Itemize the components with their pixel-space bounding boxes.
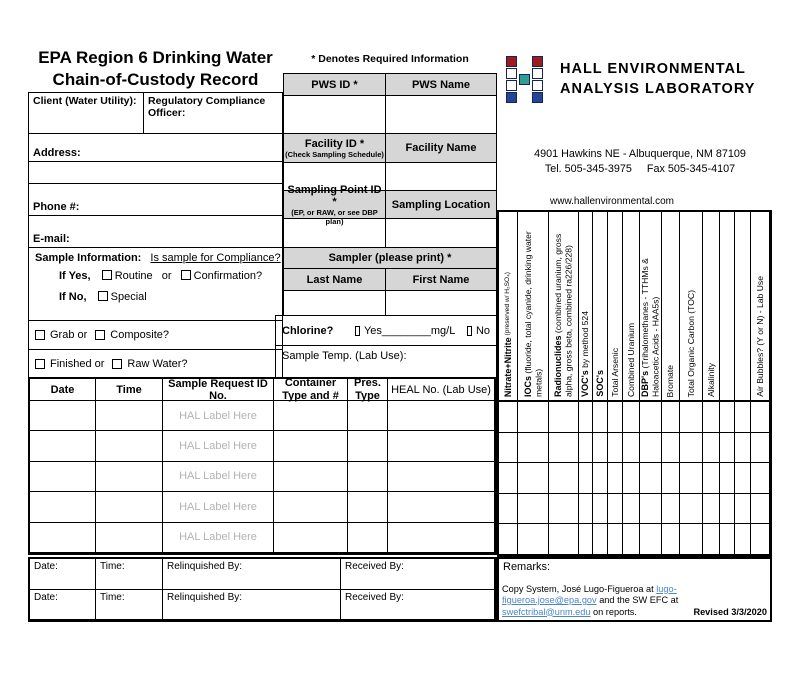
chlorine-row bbox=[275, 315, 497, 346]
table-cell[interactable] bbox=[274, 401, 348, 431]
analyte-cell[interactable] bbox=[640, 463, 662, 494]
finished-raw-row bbox=[28, 349, 283, 378]
analyte-cell[interactable] bbox=[751, 494, 770, 525]
table-cell[interactable] bbox=[348, 431, 388, 461]
analyte-cell[interactable] bbox=[549, 524, 579, 555]
analyte-header-combined-uranium: Combined Uranium bbox=[623, 212, 640, 402]
hall-lab-logo-icon bbox=[506, 56, 548, 104]
analyte-cell[interactable] bbox=[703, 402, 720, 433]
analyte-cell[interactable] bbox=[608, 433, 623, 464]
analyte-cell[interactable] bbox=[720, 402, 735, 433]
pws-name-field[interactable] bbox=[386, 96, 496, 133]
analyte-cell[interactable] bbox=[640, 494, 662, 525]
routine-label: Routine bbox=[114, 270, 153, 282]
hal-label-placeholder: HAL Label Here bbox=[179, 470, 257, 483]
analyte-cell[interactable] bbox=[499, 524, 518, 555]
client-field[interactable]: Client (Water Utility): bbox=[29, 93, 144, 133]
analyte-header-toc: Total Organic Carbon (TOC) bbox=[680, 212, 703, 402]
analyte-cell[interactable] bbox=[549, 463, 579, 494]
analyte-cell[interactable] bbox=[593, 524, 608, 555]
analyte-cell[interactable] bbox=[735, 463, 751, 494]
lab-name bbox=[560, 60, 780, 99]
chlorine-amount-field[interactable]: ________ bbox=[381, 324, 431, 337]
table-cell[interactable] bbox=[274, 523, 348, 553]
unm-email-link[interactable]: swefctribal@unm.edu bbox=[502, 606, 591, 617]
sig2-received-field[interactable]: Received By: bbox=[341, 590, 495, 621]
analyte-cell[interactable] bbox=[662, 433, 680, 464]
facility-name-field[interactable] bbox=[386, 163, 496, 190]
analyte-cell[interactable] bbox=[751, 433, 770, 464]
analyte-cell[interactable] bbox=[680, 433, 703, 464]
sample-request-id-cell[interactable] bbox=[163, 431, 274, 461]
sample-info-heading: Sample Information: bbox=[35, 252, 142, 264]
analyte-cell[interactable] bbox=[608, 402, 623, 433]
sample-request-id-cell[interactable] bbox=[163, 401, 274, 431]
last-name-header: Last Name bbox=[284, 269, 386, 290]
analyte-header-iocs: IOCs (fluoride, total cyanide, drinking water metals) bbox=[518, 212, 549, 402]
table-cell[interactable] bbox=[388, 431, 495, 461]
table-cell[interactable] bbox=[274, 431, 348, 461]
pws-input-row bbox=[283, 95, 497, 134]
grab-label: Grab or bbox=[50, 329, 88, 341]
signature-block bbox=[28, 557, 497, 622]
sig1-received-field[interactable]: Received By: bbox=[341, 559, 495, 590]
sampler-header: Sampler (please print) * bbox=[283, 247, 497, 269]
lab-name-line1: HALL ENVIRONMENTAL bbox=[560, 61, 746, 77]
sampling-point-id-header: Sampling Point ID * (EP, or RAW, or see DBP plan) bbox=[284, 191, 386, 218]
facility-name-header: Facility Name bbox=[405, 142, 477, 154]
sampler-name-input-row bbox=[283, 290, 497, 316]
chlorine-unit: mg/L bbox=[430, 324, 456, 337]
analyte-cell[interactable] bbox=[720, 494, 735, 525]
lab-phone-fax bbox=[505, 163, 775, 175]
analyte-cell[interactable] bbox=[720, 433, 735, 464]
sig1-date-field[interactable]: Date: bbox=[30, 559, 96, 590]
analyte-cell[interactable] bbox=[640, 433, 662, 464]
analyte-columns bbox=[497, 210, 772, 557]
table-cell[interactable] bbox=[388, 462, 495, 492]
sampling-point-header-row bbox=[283, 183, 497, 226]
analyte-cell[interactable] bbox=[703, 463, 720, 494]
analyte-cell[interactable] bbox=[703, 524, 720, 555]
analyte-cell[interactable] bbox=[579, 433, 593, 464]
first-name-header: First Name bbox=[412, 273, 470, 286]
analyte-cell[interactable] bbox=[703, 433, 720, 464]
col-header-time: Time bbox=[96, 379, 163, 401]
sampler-name-header-row bbox=[283, 268, 497, 291]
first-name-field[interactable] bbox=[386, 291, 496, 315]
grab-checkbox[interactable] bbox=[35, 330, 45, 340]
regulatory-officer-field[interactable]: Regulatory Compliance Officer: bbox=[148, 95, 266, 119]
routine-checkbox[interactable] bbox=[102, 270, 112, 280]
hal-label-placeholder: HAL Label Here bbox=[179, 440, 257, 453]
analyte-cell[interactable] bbox=[720, 463, 735, 494]
col-header-date: Date bbox=[30, 379, 96, 401]
analyte-cell[interactable] bbox=[680, 463, 703, 494]
analyte-header-blank-1 bbox=[720, 212, 735, 402]
analyte-cell[interactable] bbox=[518, 433, 549, 464]
sampling-input-row bbox=[283, 218, 497, 248]
sample-request-id-cell[interactable] bbox=[163, 492, 274, 522]
form-title bbox=[28, 47, 283, 92]
required-note: * Denotes Required Information bbox=[311, 53, 469, 65]
analyte-cell[interactable] bbox=[623, 402, 640, 433]
chlorine-no-checkbox[interactable] bbox=[467, 326, 472, 336]
analyte-cell[interactable] bbox=[549, 433, 579, 464]
sample-table bbox=[28, 377, 497, 555]
table-cell[interactable] bbox=[348, 492, 388, 522]
analyte-cell[interactable] bbox=[735, 524, 751, 555]
analyte-header-bromate: Bromate bbox=[662, 212, 680, 402]
email-field[interactable]: E-mail: bbox=[28, 215, 283, 248]
confirmation-label: Confirmation? bbox=[193, 270, 263, 282]
table-cell[interactable] bbox=[274, 462, 348, 492]
lab-phone: Tel. 505-345-3975 bbox=[544, 163, 632, 175]
analyte-cell[interactable] bbox=[549, 494, 579, 525]
analyte-header-vocs: VOC's by method 524 bbox=[579, 212, 593, 402]
analyte-cell[interactable] bbox=[623, 433, 640, 464]
lab-address: 4901 Hawkins NE - Albuquerque, NM 87109 bbox=[534, 148, 746, 160]
special-label: Special bbox=[110, 291, 147, 303]
analyte-header-blank-2 bbox=[735, 212, 751, 402]
sig1-relinquished-field[interactable]: Relinquished By: bbox=[163, 559, 341, 590]
table-cell[interactable] bbox=[388, 492, 495, 522]
sampling-location-header: Sampling Location bbox=[391, 198, 491, 211]
analyte-cell[interactable] bbox=[751, 524, 770, 555]
table-cell[interactable] bbox=[388, 401, 495, 431]
analyte-cell[interactable] bbox=[518, 463, 549, 494]
table-cell[interactable] bbox=[96, 523, 163, 553]
footer-note: Copy System, José Lugo-Figueroa at lugo-figueroa.jose@epa.gov and the SW EFC at swefctribal@unm.edu on reports. Revised 3/3/2020 bbox=[502, 583, 767, 617]
phone-field[interactable]: Phone #: bbox=[28, 183, 283, 216]
analyte-cell[interactable] bbox=[593, 402, 608, 433]
table-cell[interactable] bbox=[388, 523, 495, 553]
table-cell[interactable] bbox=[30, 401, 96, 431]
remarks-box bbox=[497, 557, 772, 622]
hal-label-placeholder: HAL Label Here bbox=[179, 409, 257, 422]
pws-id-header: PWS ID * bbox=[284, 74, 386, 95]
lab-website: www.hallenvironmental.com bbox=[550, 196, 674, 207]
table-cell[interactable] bbox=[96, 431, 163, 461]
facility-id-header: Facility ID * (Check Sampling Schedule) bbox=[284, 134, 386, 162]
analyte-cell[interactable] bbox=[720, 524, 735, 555]
address-field[interactable]: Address: bbox=[28, 133, 283, 162]
analyte-cell[interactable] bbox=[518, 524, 549, 555]
analyte-cell[interactable] bbox=[640, 402, 662, 433]
analyte-cell[interactable] bbox=[640, 524, 662, 555]
raw-water-checkbox[interactable] bbox=[112, 359, 122, 369]
analyte-header-socs: SOC's bbox=[593, 212, 608, 402]
epa-email-link[interactable]: lugo-figueroa.jose@epa.gov bbox=[502, 583, 677, 605]
analyte-cell[interactable] bbox=[680, 494, 703, 525]
analyte-cell[interactable] bbox=[735, 494, 751, 525]
col-header-sample-request-id: Sample Request ID No. bbox=[163, 379, 274, 401]
analyte-cell[interactable] bbox=[579, 494, 593, 525]
or-label: or bbox=[161, 270, 172, 282]
analyte-cell[interactable] bbox=[593, 494, 608, 525]
col-header-pres-type: Pres. Type bbox=[348, 379, 388, 401]
analyte-cell[interactable] bbox=[608, 463, 623, 494]
chlorine-no-label: No bbox=[475, 324, 490, 337]
if-yes-label: If Yes, bbox=[59, 270, 91, 282]
composite-checkbox[interactable] bbox=[95, 330, 105, 340]
sampling-point-note: (EP, or RAW, or see DBP plan) bbox=[291, 207, 378, 226]
analyte-cell[interactable] bbox=[623, 494, 640, 525]
pws-id-field[interactable] bbox=[284, 96, 386, 133]
analyte-cell[interactable] bbox=[703, 494, 720, 525]
table-cell[interactable] bbox=[96, 401, 163, 431]
raw-water-label: Raw Water? bbox=[127, 357, 188, 370]
analyte-cell[interactable] bbox=[579, 402, 593, 433]
sig1-time-field[interactable]: Time: bbox=[96, 559, 163, 590]
sampling-location-field[interactable] bbox=[386, 219, 496, 247]
sig2-date-field[interactable]: Date: bbox=[30, 590, 96, 621]
if-no-label: If No, bbox=[59, 291, 87, 303]
lab-name-line2: ANALYSIS LABORATORY bbox=[560, 80, 756, 97]
analyte-cell[interactable] bbox=[518, 402, 549, 433]
table-cell[interactable] bbox=[30, 462, 96, 492]
address-blank-field[interactable] bbox=[28, 161, 283, 184]
analyte-cell[interactable] bbox=[608, 494, 623, 525]
analyte-cell[interactable] bbox=[680, 402, 703, 433]
analyte-header-alkalinity: Alkalinity bbox=[703, 212, 720, 402]
analyte-cell[interactable] bbox=[751, 402, 770, 433]
analyte-cell[interactable] bbox=[662, 402, 680, 433]
analyte-cell[interactable] bbox=[593, 433, 608, 464]
last-name-field[interactable] bbox=[284, 291, 386, 315]
analyte-header-total-arsenic: Total Arsenic bbox=[608, 212, 623, 402]
sample-info-box bbox=[28, 247, 283, 321]
analyte-cell[interactable] bbox=[579, 524, 593, 555]
table-cell[interactable] bbox=[30, 492, 96, 522]
confirmation-checkbox[interactable] bbox=[181, 270, 191, 280]
analyte-cell[interactable] bbox=[499, 494, 518, 525]
analyte-header-nitrate-nitrite: Nitrate+Nitrite (preserved w/ H₂SO₄) bbox=[499, 212, 518, 402]
table-cell[interactable] bbox=[96, 492, 163, 522]
analyte-cell[interactable] bbox=[593, 463, 608, 494]
sig2-relinquished-field[interactable]: Relinquished By: bbox=[163, 590, 341, 621]
col-header-container-type: Container Type and # bbox=[274, 379, 348, 401]
client-regulatory-box bbox=[28, 92, 283, 134]
analyte-header-air-bubbles: Air Bubbles? (Y or N) - Lab Use bbox=[751, 212, 770, 402]
analyte-header-dbps: DBP's (Trihalomethanes - TTHMs & Haloacetic Acids - HAA5s) bbox=[640, 212, 662, 402]
facility-header-row bbox=[283, 133, 497, 163]
col-header-heal-no: HEAL No. (Lab Use) bbox=[388, 379, 495, 401]
table-cell[interactable] bbox=[30, 523, 96, 553]
sampling-point-id-field[interactable] bbox=[284, 219, 386, 247]
analyte-cell[interactable] bbox=[518, 494, 549, 525]
chlorine-yes-checkbox[interactable] bbox=[355, 326, 360, 336]
hal-label-placeholder: HAL Label Here bbox=[179, 500, 257, 513]
analyte-cell[interactable] bbox=[608, 524, 623, 555]
finished-checkbox[interactable] bbox=[35, 359, 45, 369]
chlorine-label: Chlorine? bbox=[282, 324, 334, 337]
analyte-cell[interactable] bbox=[751, 463, 770, 494]
grab-composite-row bbox=[28, 320, 283, 350]
pws-name-header: PWS Name bbox=[411, 78, 471, 91]
analyte-cell[interactable] bbox=[549, 402, 579, 433]
analyte-cell[interactable] bbox=[623, 524, 640, 555]
analyte-cell[interactable] bbox=[680, 524, 703, 555]
finished-label: Finished or bbox=[50, 357, 105, 370]
table-cell[interactable] bbox=[96, 462, 163, 492]
pws-header-row bbox=[283, 73, 497, 96]
lab-fax: Fax 505-345-4107 bbox=[646, 163, 736, 175]
analyte-cell[interactable] bbox=[662, 494, 680, 525]
table-cell[interactable] bbox=[348, 523, 388, 553]
sample-temp-field[interactable]: Sample Temp. (Lab Use): bbox=[275, 345, 497, 378]
chlorine-yes-label: Yes bbox=[363, 324, 382, 337]
remarks-field[interactable]: Remarks: bbox=[503, 561, 551, 573]
facility-id-note: (Check Sampling Schedule) bbox=[285, 149, 384, 159]
sample-request-id-cell[interactable] bbox=[163, 523, 274, 553]
revised-date: Revised 3/3/2020 bbox=[693, 606, 767, 617]
analyte-header-radionuclides: Radionuclides (combined uranium, gross alpha, gross beta, combined ra226/228) bbox=[549, 212, 579, 402]
analyte-cell[interactable] bbox=[499, 433, 518, 464]
composite-label: Composite? bbox=[110, 329, 169, 341]
analyte-cell[interactable] bbox=[735, 433, 751, 464]
hal-label-placeholder: HAL Label Here bbox=[179, 531, 257, 544]
table-cell[interactable] bbox=[30, 431, 96, 461]
analyte-cell[interactable] bbox=[623, 463, 640, 494]
form-title-line2: Chain-of-Custody Record bbox=[52, 70, 259, 90]
form-title-line1: EPA Region 6 Drinking Water bbox=[38, 48, 273, 67]
sample-request-id-cell[interactable] bbox=[163, 462, 274, 492]
analyte-cell[interactable] bbox=[662, 463, 680, 494]
analyte-cell[interactable] bbox=[499, 402, 518, 433]
analyte-cell[interactable] bbox=[662, 524, 680, 555]
analyte-cell[interactable] bbox=[579, 463, 593, 494]
analyte-cell[interactable] bbox=[499, 463, 518, 494]
special-checkbox[interactable] bbox=[98, 291, 108, 301]
table-cell[interactable] bbox=[348, 462, 388, 492]
analyte-cell[interactable] bbox=[735, 402, 751, 433]
table-cell[interactable] bbox=[348, 401, 388, 431]
table-cell[interactable] bbox=[274, 492, 348, 522]
compliance-question: Is sample for Compliance? bbox=[150, 252, 281, 264]
sig2-time-field[interactable]: Time: bbox=[96, 590, 163, 621]
